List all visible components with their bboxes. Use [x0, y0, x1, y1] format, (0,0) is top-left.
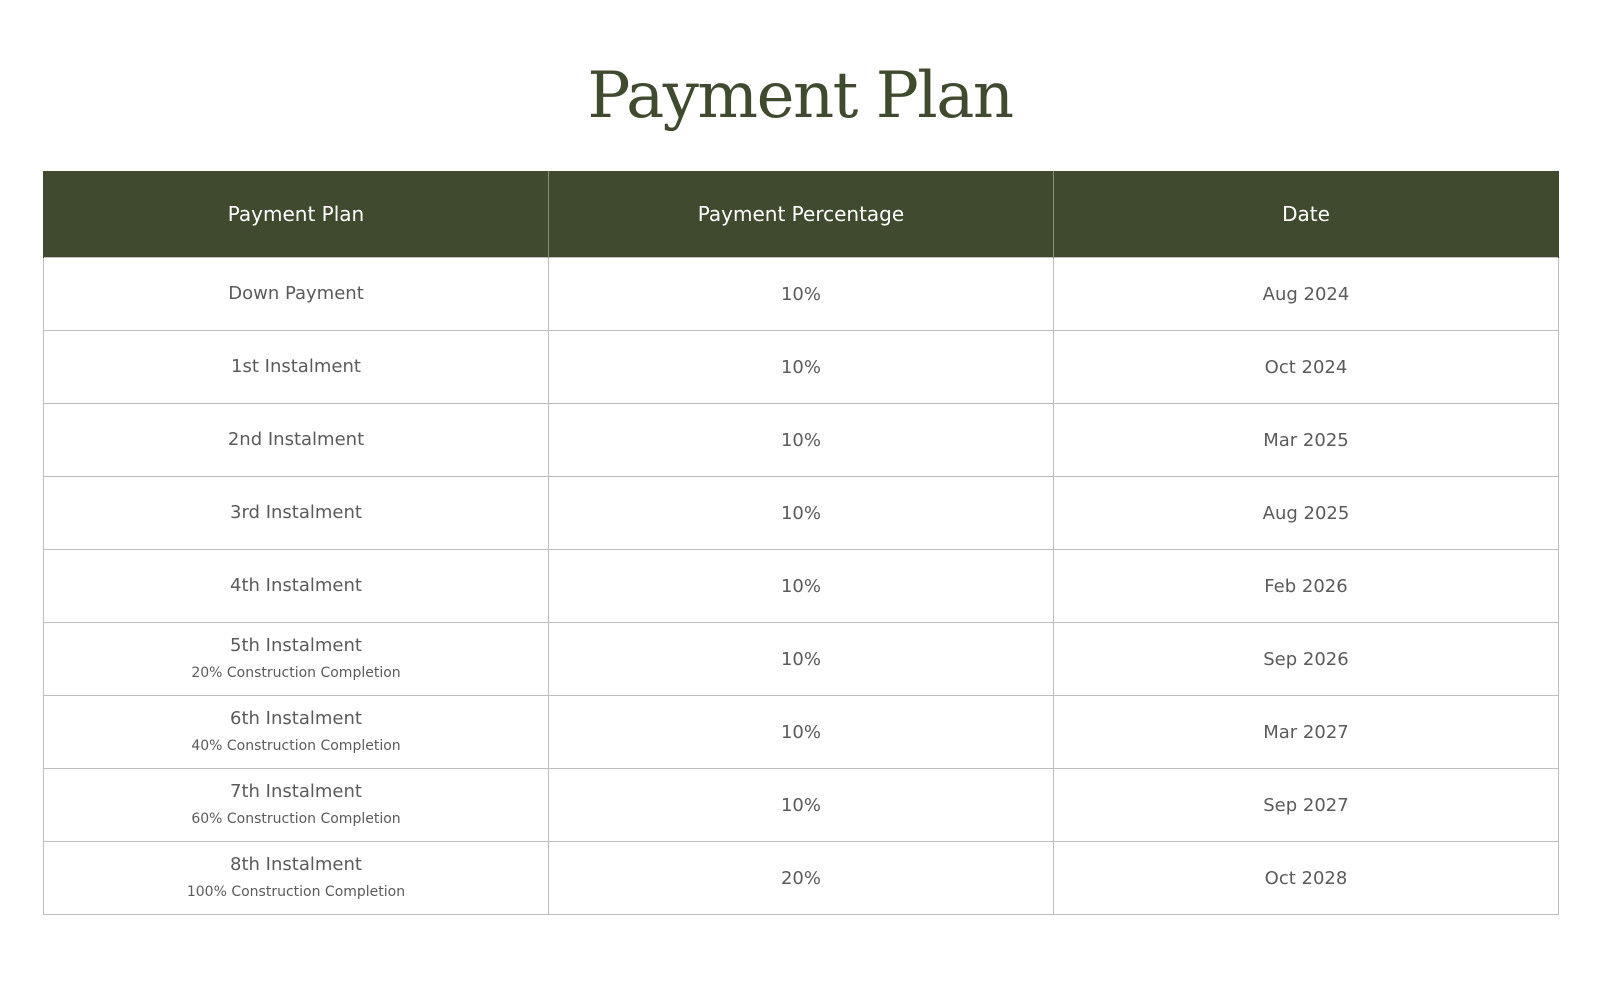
- payment-plan-table: [43, 171, 1559, 915]
- plan-cell: [44, 477, 549, 550]
- page-title: Payment Plan: [587, 59, 1013, 133]
- plan-name: 5th Instalment: [230, 635, 362, 656]
- plan-name: 6th Instalment: [230, 708, 362, 729]
- date-cell: Mar 2027: [1053, 696, 1558, 769]
- date-cell: Feb 2026: [1053, 550, 1558, 623]
- percentage-cell: 10%: [548, 331, 1053, 404]
- construction-note: 40% Construction Completion: [191, 738, 401, 754]
- percentage-cell: 10%: [548, 696, 1053, 769]
- plan-name: 1st Instalment: [231, 356, 361, 377]
- percentage-cell: 20%: [548, 842, 1053, 915]
- plan-cell: [44, 842, 549, 915]
- plan-name: 3rd Instalment: [230, 502, 362, 523]
- percentage-cell: 10%: [548, 404, 1053, 477]
- plan-cell: [44, 623, 549, 696]
- header-date: Date: [1053, 171, 1558, 258]
- date-cell: Mar 2025: [1053, 404, 1558, 477]
- date-cell: Oct 2024: [1053, 331, 1558, 404]
- percentage-cell: 10%: [548, 769, 1053, 842]
- construction-note: 60% Construction Completion: [191, 811, 401, 827]
- percentage-cell: 10%: [548, 550, 1053, 623]
- table-header-row: [44, 171, 1559, 258]
- table-row: [44, 331, 1559, 404]
- percentage-cell: 10%: [548, 477, 1053, 550]
- date-cell: Oct 2028: [1053, 842, 1558, 915]
- plan-name: 4th Instalment: [230, 575, 362, 596]
- plan-name: 7th Instalment: [230, 781, 362, 802]
- header-payment-percentage: Payment Percentage: [548, 171, 1053, 258]
- table-row: [44, 404, 1559, 477]
- header-payment-plan: Payment Plan: [44, 171, 549, 258]
- construction-note: 20% Construction Completion: [191, 665, 401, 681]
- plan-cell: [44, 404, 549, 477]
- plan-name: 2nd Instalment: [227, 429, 365, 450]
- plan-cell: [44, 696, 549, 769]
- plan-cell: [44, 769, 549, 842]
- date-cell: Sep 2027: [1053, 769, 1558, 842]
- plan-name: 8th Instalment: [230, 854, 362, 875]
- plan-name: Down Payment: [228, 283, 364, 304]
- table-row: [44, 623, 1559, 696]
- plan-cell: [44, 331, 549, 404]
- table-row: [44, 842, 1559, 915]
- table-row: [44, 477, 1559, 550]
- table-row: [44, 696, 1559, 769]
- plan-cell: [44, 258, 549, 331]
- table-row: [44, 769, 1559, 842]
- percentage-cell: 10%: [548, 623, 1053, 696]
- date-cell: Sep 2026: [1053, 623, 1558, 696]
- date-cell: Aug 2024: [1053, 258, 1558, 331]
- plan-cell: [44, 550, 549, 623]
- construction-note: 100% Construction Completion: [186, 884, 406, 900]
- date-cell: Aug 2025: [1053, 477, 1558, 550]
- percentage-cell: 10%: [548, 258, 1053, 331]
- table-row: [44, 258, 1559, 331]
- table-row: [44, 550, 1559, 623]
